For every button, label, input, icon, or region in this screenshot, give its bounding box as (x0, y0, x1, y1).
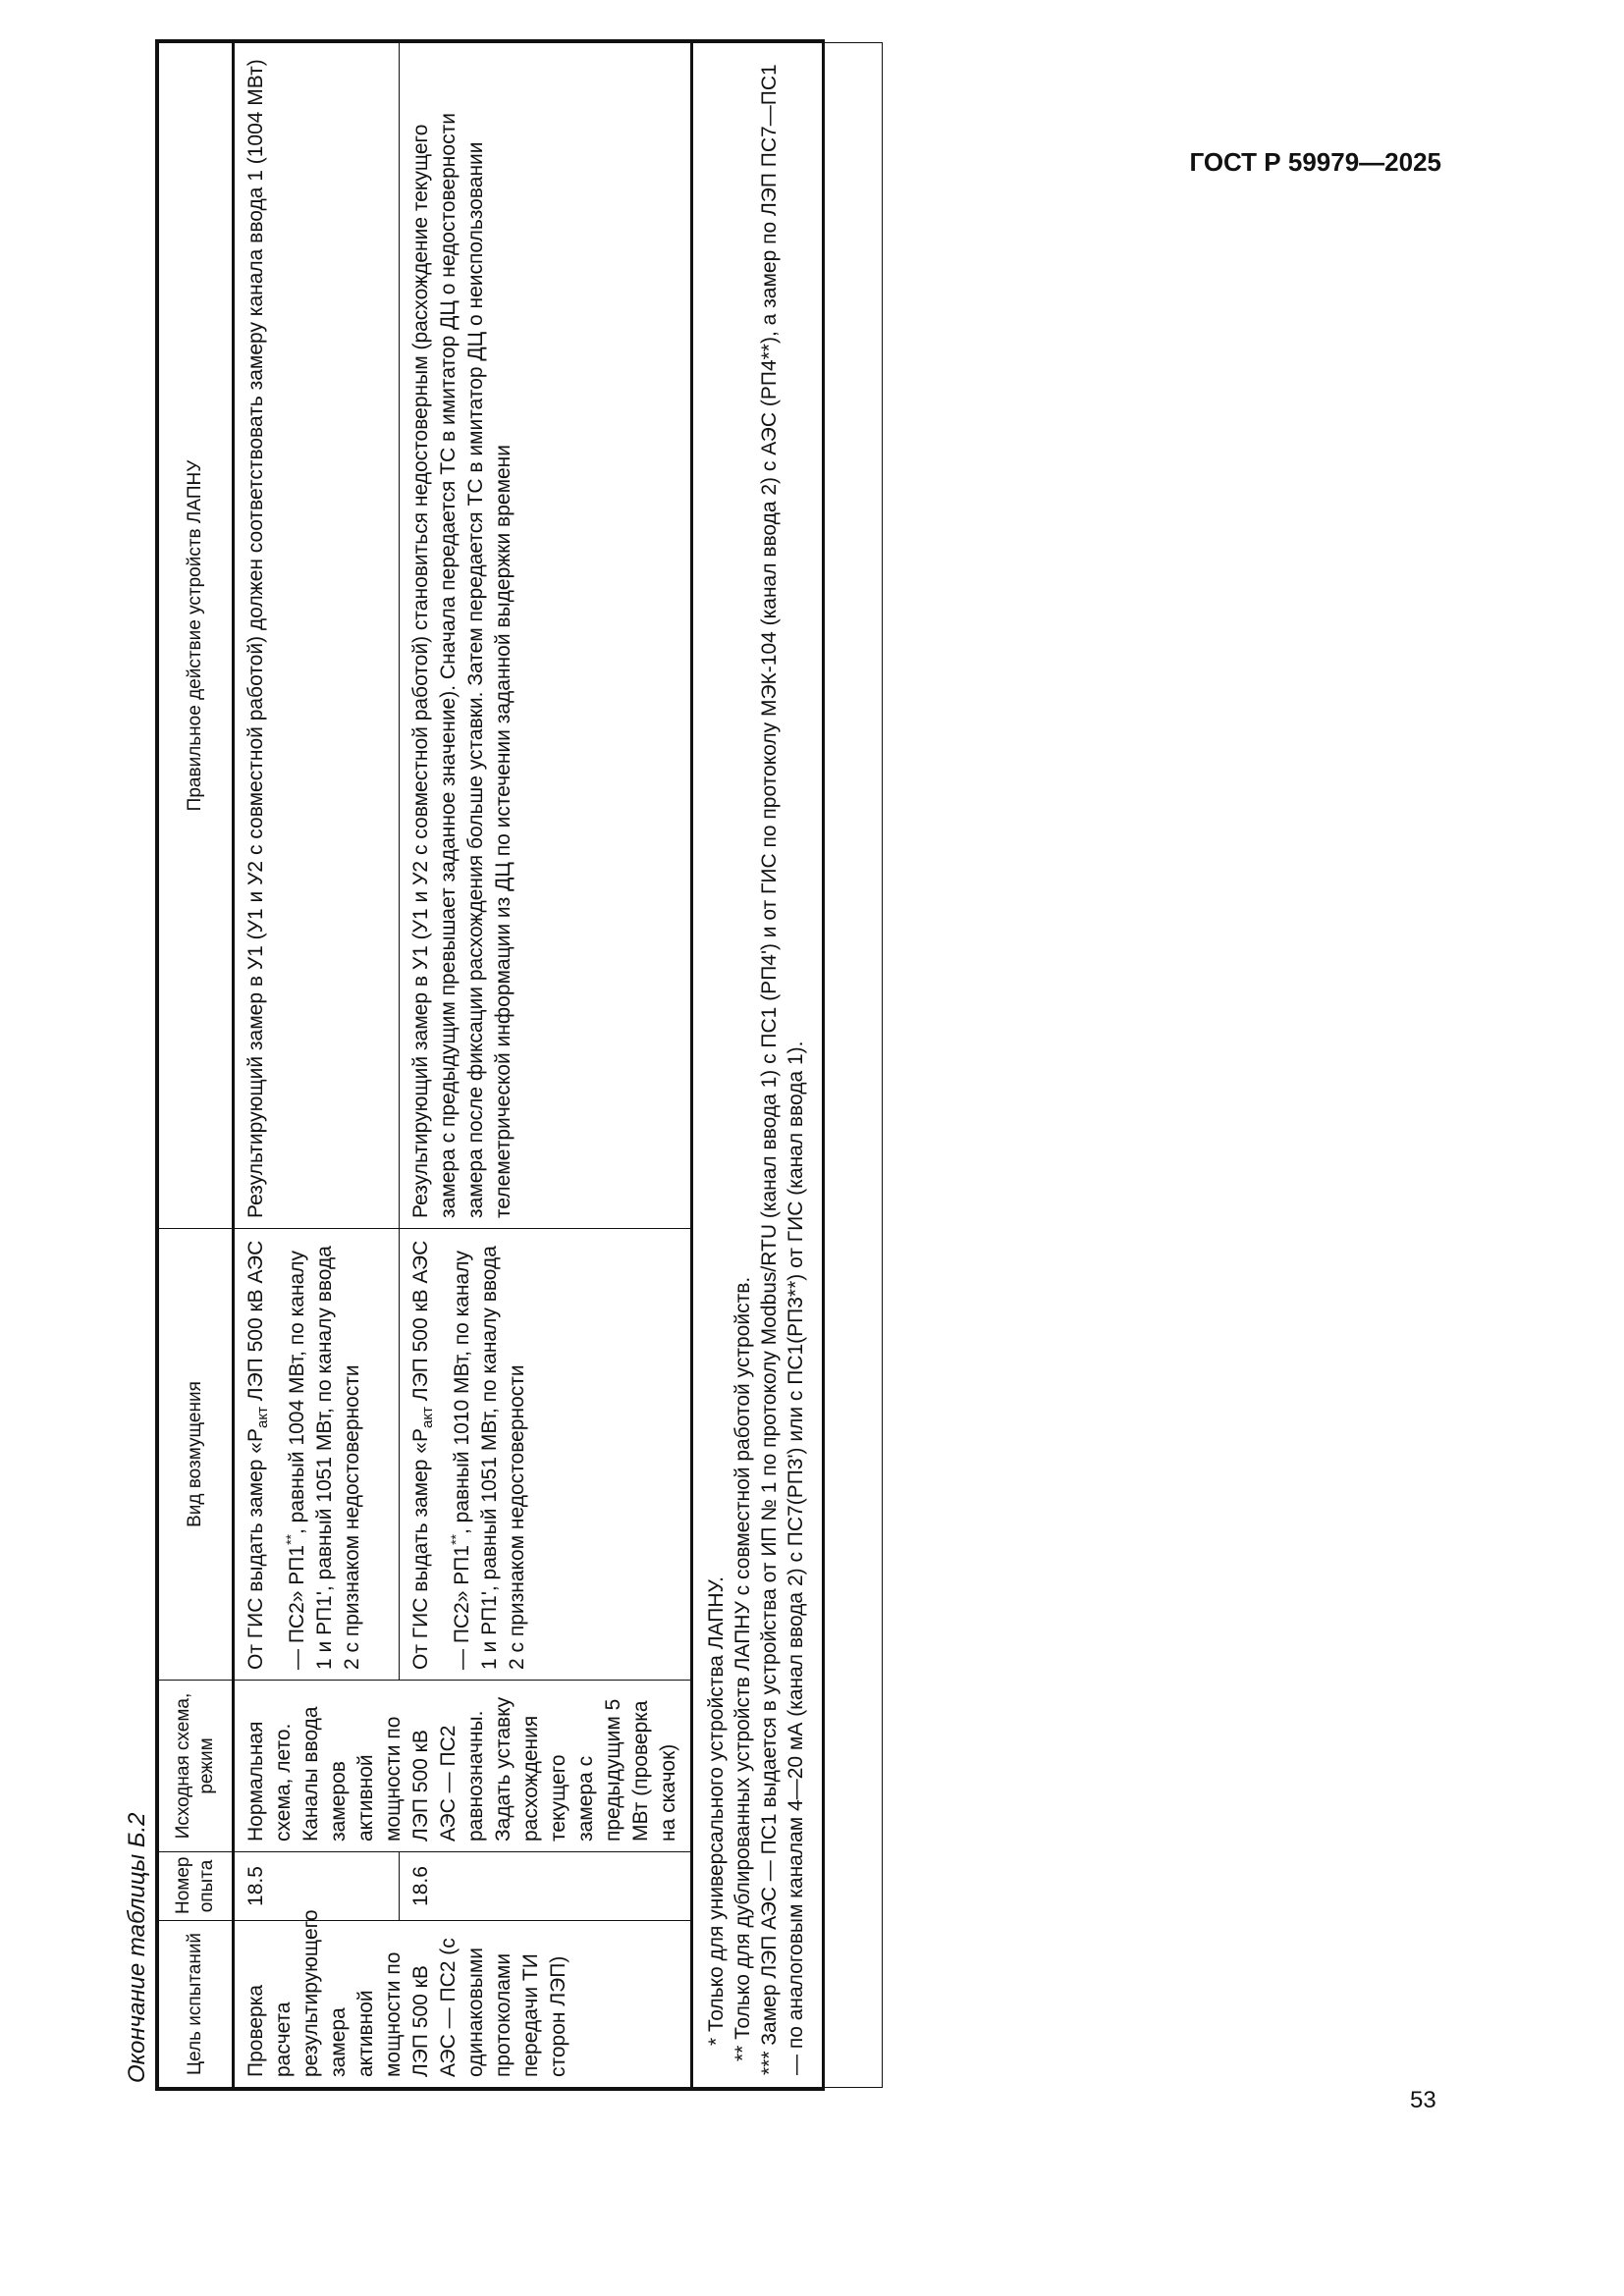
table-row (234, 43, 400, 2088)
cell-number: 18.5 (234, 1852, 400, 1921)
cell-goal: Проверка расчета результирующего замера активной мощности по ЛЭП 500 кВ АЭС — ПС2 (с одинаковыми протоколами передачи ТИ сторон ЛЭП) (234, 1921, 692, 2088)
table-frame (155, 39, 825, 2091)
cell-disturbance: От ГИС выдать замер «$P_{акт}$ ЛЭП 500 кВ АЭС — ПС2» РП1**, равный 1010 МВт, по каналу 1 и РП1', равный 1051 МВт, по каналу ввода 2 с признаком недостоверности (400, 1229, 692, 1681)
test-table (158, 42, 883, 2088)
cell-number: 18.6 (400, 1852, 692, 1921)
col-header-goal: Цель испытаний (159, 1921, 234, 2088)
footnotes-row (692, 43, 883, 2088)
col-header-number: Номер опыта (159, 1852, 234, 1921)
cell-action: Результирующий замер в У1 (У1 и У2 с совместной работой) становиться недостоверным (расхождение текущего замера с предыдущим превышает заданное значение). Сначала передается ТС в имитатор ДЦ о недостоверности замера после фиксации расхождения больше уставки. Затем передается ТС в имитатор ДЦ о неиспользовании телеметрической информации из ДЦ по истечении заданной выдержки времени (400, 43, 692, 1229)
col-header-action: Правильное действие устройств ЛАПНУ (159, 43, 234, 1229)
col-header-disturbance: Вид возмущения (159, 1229, 234, 1681)
table-header-row (159, 43, 234, 2088)
col-header-scheme: Исходная схема, режим (159, 1681, 234, 1852)
footnote-1: * Только для универсального устройства ЛАПНУ. (705, 1576, 728, 2046)
cell-disturbance: От ГИС выдать замер «$P_{акт}$ ЛЭП 500 кВ АЭС — ПС2» РП1**, равный 1004 МВт, по каналу 1 и РП1', равный 1051 МВт, по каналу ввода 2 с признаком недостоверности (234, 1229, 400, 1681)
standard-code: ГОСТ Р 59979—2025 (1189, 147, 1441, 177)
footnote-3: *** Замер ЛЭП АЭС — ПС1 выдается в устройства от ИП № 1 по протоколу Modbus/RTU (канал ввода 1) с ПС1 (РП4') и от ГИС по протоколу МЭК-104 (канал ввода 2) с АЭС (РП4**), а замер по ЛЭП ПС7—ПС1 — по аналоговым каналам 4—20 мА (канал ввода 2) с ПС7(РП3') или с ПС1(РП3**) от ГИС (канал ввода 1). (758, 64, 807, 2075)
page-number: 53 (1410, 2087, 1436, 2113)
rotated-table-area (118, 39, 825, 2091)
scheme-text-1: Нормальная схема, лето. Каналы ввода замеров активной мощности по ЛЭП 500 кВ АЭС — ПС2 равнозначны. (244, 1706, 487, 1842)
scheme-text-2: Задать уставку расхождения текущего замера с предыдущим 5 МВт (проверка на скачок) (492, 1696, 679, 1842)
table-caption: Окончание таблицы Б.2 (124, 1812, 150, 2083)
cell-scheme (234, 1681, 692, 1852)
footnote-2: ** Только для дублированных устройств ЛАПНУ с совместной работой устройств. (731, 1276, 754, 2061)
cell-action: Результирующий замер в У1 (У1 и У2 с совместной работой) должен соответствовать замеру канала ввода 1 (1004 МВт) (234, 43, 400, 1229)
footnotes-cell (692, 43, 883, 2088)
